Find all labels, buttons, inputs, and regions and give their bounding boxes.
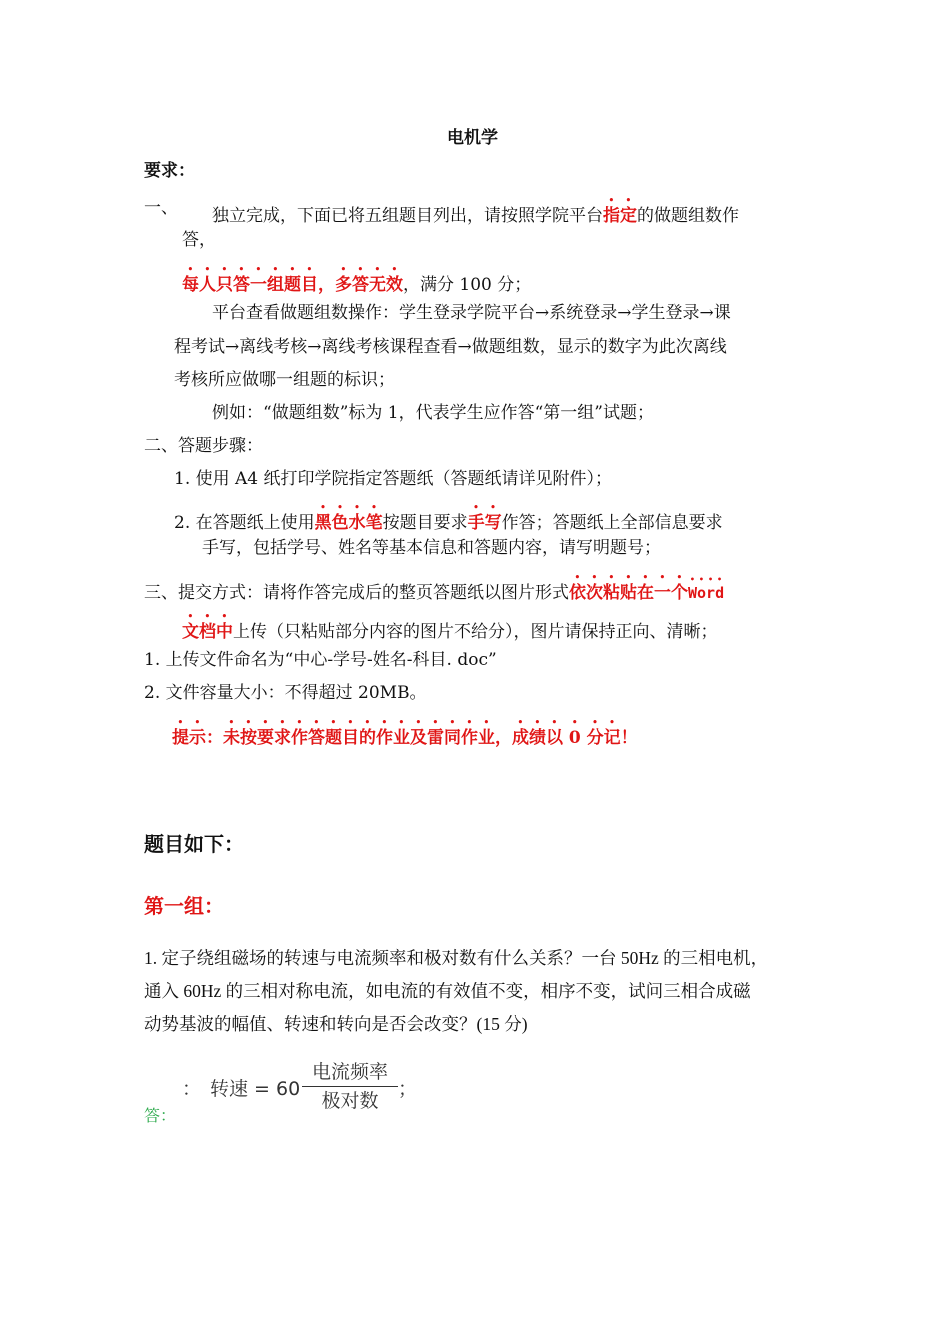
s1-platform-line-1: 平台查看做题组数操作：学生登录学院平台→系统登录→学生登录→课 [212,303,731,323]
s2-emphasis-pen: 黑色水笔 [314,513,383,533]
question-1-line-1: 1. 定子绕组磁场的转速与电流频率和极对数有什么关系？一台 50Hz 的三相电机， [144,948,769,968]
s3-emphasis-2: 文档中 [182,622,233,642]
formula-colon: ： [182,1078,202,1100]
s3-emphasis-word: Word [688,584,725,602]
s2-item-2-text-b: 按题目要求 [382,513,468,533]
s2-item-2-text-c: 作答；答题纸上全部信息要求 [501,513,723,533]
s1-emphasis-2: 每人只答一组题目 [182,275,318,295]
section-1-line-2: 答， [182,230,216,250]
group-1-heading: 第一组： [144,894,224,918]
section-1-line-3 [182,265,531,297]
s1-text-c: ，满分 100 分； [403,275,532,295]
s2-item-2-text-a: 2. 在答题纸上使用 [174,513,315,533]
formula-fraction [300,1058,400,1115]
s2-item-2-line-2: 手写，包括学号、姓名等基本信息和答题内容，请写明题号； [202,538,661,558]
answer-label: 答： [144,1106,177,1125]
doc-title: 电机学 [447,128,498,148]
warning-note: 提示：未按要求作答题目的作业及雷同作业，成绩以 0 分记！ [172,728,638,748]
s2-emphasis-handwrite: 手写 [467,513,502,533]
s3-emphasis-1: 依次粘贴在一个 [569,583,688,603]
s1-separator: ， [318,275,335,295]
formula-numerator: 电流频率 [311,1061,388,1083]
s2-item-2 [174,503,723,535]
s1-emphasis-3: 多答无效 [335,275,403,295]
section-1-marker: 一、 [144,198,178,218]
section-1-line-1 [212,196,739,228]
question-1-line-3: 动势基波的幅值、转速和转向是否会改变？(15 分) [144,1014,528,1034]
section-2-heading: 二、答题步骤： [144,436,263,456]
s3-item-1: 1. 上传文件命名为“中心-学号-姓名-科目. doc” [144,650,497,670]
s1-example: 例如：“做题组数”标为 1，代表学生应作答“第一组”试题； [212,403,654,423]
s3-text-b: 上传（只粘贴部分内容的图片不给分），图片请保持正向、清晰； [233,622,718,642]
s3-item-2: 2. 文件容量大小：不得超过 20MB。 [144,683,427,703]
s1-text-a: 独立完成，下面已将五组题目列出，请按照学院平台 [212,206,603,226]
s1-text-b: 的做题组数作 [637,206,739,226]
questions-heading: 题目如下： [144,832,244,856]
formula-tail: ； [398,1078,418,1100]
formula-lhs: 转速 = 60 [210,1078,301,1100]
s3-text-a: 三、提交方式：请将作答完成后的整页答题纸以图片形式 [144,583,569,603]
requirements-heading: 要求： [144,161,195,181]
section-3-line-1 [144,573,724,605]
s2-item-1: 1. 使用 A4 纸打印学院指定答题纸（答题纸请详见附件）； [174,469,613,489]
section-3-line-2 [182,612,718,644]
s1-platform-line-2: 程考试→离线考核→离线考核课程查看→做题组数，显示的数字为此次离线 [174,337,727,357]
s1-emphasis-1: 指定 [603,206,637,226]
question-1-line-2: 通入 60Hz 的三相对称电流，如电流的有效值不变，相序不变，试问三相合成磁 [144,981,751,1001]
formula-denominator: 极对数 [321,1090,379,1112]
s1-platform-line-3: 考核所应做哪一组题的标识； [174,370,395,390]
